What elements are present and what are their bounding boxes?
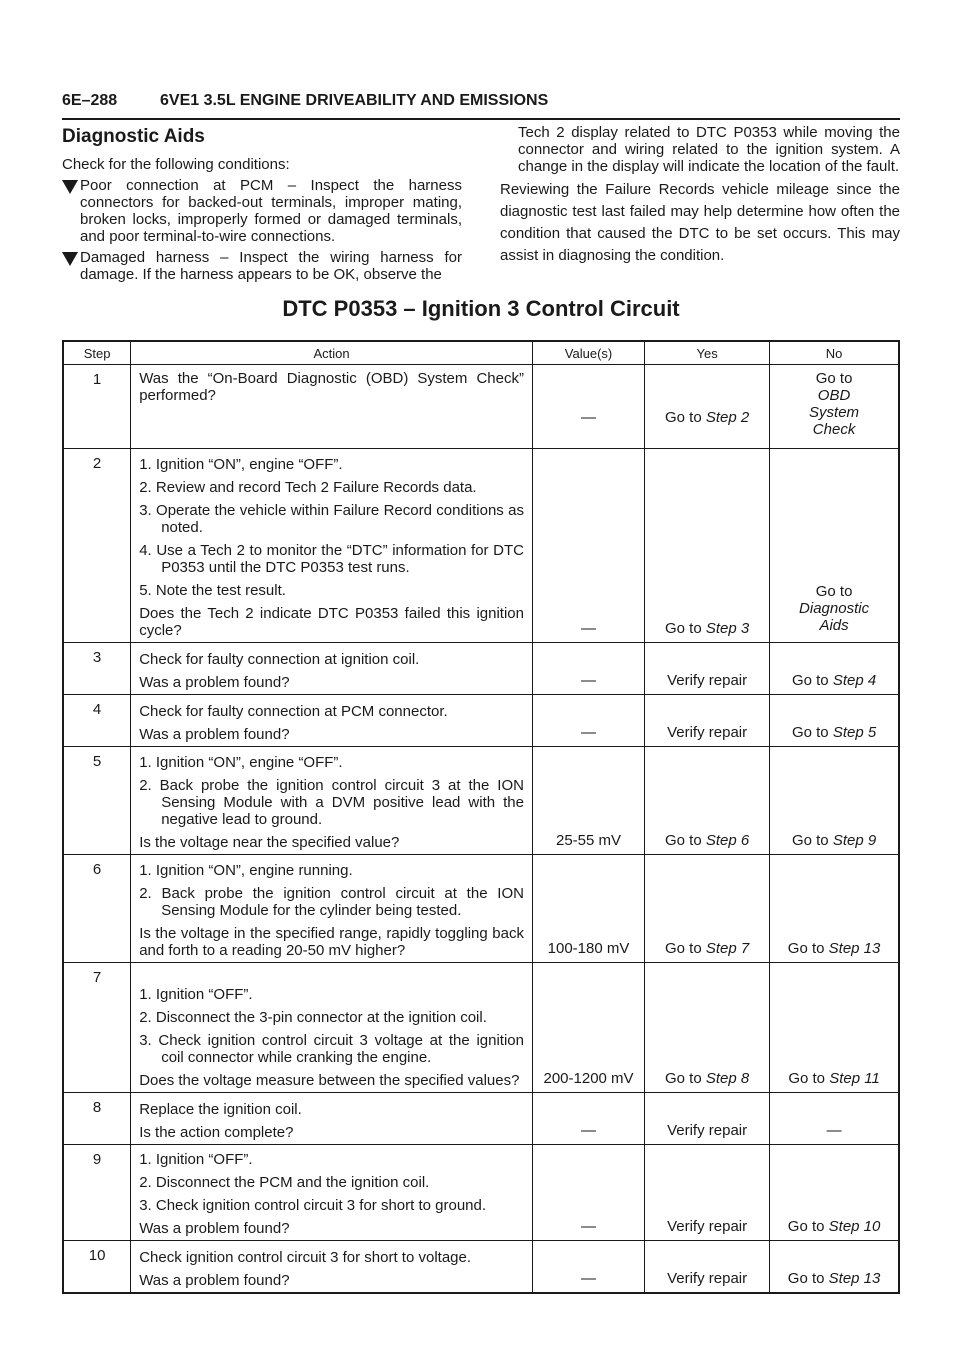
value-cell: — — [532, 449, 644, 643]
value-cell: — — [532, 1241, 644, 1293]
yes-step-link[interactable]: Step 8 — [705, 1070, 750, 1087]
action-question: Does the voltage measure between the specified values? — [139, 1072, 520, 1089]
triangle-bullet-icon — [62, 252, 78, 266]
no-step-link[interactable]: Step 5 — [832, 724, 877, 741]
action-substep: 1. Ignition “ON”, engine “OFF”. — [139, 456, 343, 473]
page-number: 6E–288 — [62, 92, 118, 109]
column-header-yes: Yes — [645, 341, 770, 365]
bullet-text: Poor connection at PCM – Inspect the harness connectors for backed-out terminals, improper mating, broken locks, improperly formed or damaged terminals, and poor terminal-to-wire connections. — [80, 177, 462, 245]
diagnostic-aids-intro: Check for the following conditions: — [62, 156, 290, 173]
table-row — [63, 1093, 899, 1145]
no-prefix: Go to — [815, 370, 853, 387]
table-title: DTC P0353 – Ignition 3 Control Circuit — [282, 296, 680, 321]
no-cell — [770, 855, 899, 963]
value-cell: 100-180 mV — [532, 855, 644, 963]
failure-records-paragraph: Reviewing the Failure Records vehicle mileage since the diagnostic test last failed may help determine how often the condition that caused the DTC to be set occurs. This may assist in diagnosing the condition. — [500, 181, 900, 264]
table-row — [63, 963, 899, 1093]
action-text: Check ignition control circuit 3 for short to voltage. — [139, 1248, 472, 1266]
no-cell — [770, 747, 899, 855]
bullet-item — [62, 249, 462, 283]
action-substep: 3. Check ignition control circuit 3 for short to ground. — [139, 1197, 487, 1214]
no-link[interactable]: Diagnostic Aids — [799, 600, 870, 634]
yes-cell: Verify repair — [645, 1145, 770, 1241]
column-header-no: No — [770, 341, 899, 365]
no-step-link[interactable]: Step 10 — [828, 1218, 881, 1235]
action-substep: 2. Back probe the ignition control circuit 3 at the ION Sensing Module with a DVM positive lead with the negative lead to ground. — [139, 777, 524, 828]
action-question: Does the Tech 2 indicate DTC P0353 failed this ignition cycle? — [139, 605, 524, 639]
no-prefix: Go to — [787, 940, 829, 957]
action-cell — [131, 855, 533, 963]
column-header-action: Action — [131, 341, 533, 365]
step-number: 1 — [63, 365, 131, 449]
value-cell: — — [532, 365, 644, 449]
yes-cell — [645, 855, 770, 963]
action-substep: 2. Back probe the ignition control circuit at the ION Sensing Module for the cylinder being tested. — [139, 885, 524, 919]
table-header-row — [63, 341, 899, 365]
no-step-link[interactable]: Step 13 — [828, 1269, 881, 1287]
page-header — [62, 92, 900, 120]
column-header-step: Step — [63, 341, 131, 365]
no-cell — [770, 1241, 899, 1293]
action-cell — [131, 643, 533, 695]
action-substep: 2. Disconnect the 3-pin connector at the ignition coil. — [139, 1009, 487, 1026]
no-step-link[interactable]: Step 11 — [829, 1070, 880, 1087]
action-text: Check for faulty connection at PCM connector. — [139, 703, 448, 720]
yes-step-link[interactable]: Step 3 — [705, 620, 750, 637]
action-question: Is the voltage near the specified value? — [139, 834, 400, 851]
action-question: Was a problem found? — [139, 1271, 290, 1289]
section-title: 6VE1 3.5L ENGINE DRIVEABILITY AND EMISSIONS — [160, 92, 549, 109]
column-header-value: Value(s) — [532, 341, 644, 365]
no-prefix: Go to — [787, 1269, 829, 1287]
step-number: 7 — [63, 963, 131, 1093]
action-substep: 3. Check ignition control circuit 3 voltage at the ignition coil connector while cranking the engine. — [139, 1032, 524, 1066]
no-cell — [770, 1145, 899, 1241]
no-step-link[interactable]: Step 13 — [828, 940, 881, 957]
value-cell: — — [532, 643, 644, 695]
value-cell: 25-55 mV — [532, 747, 644, 855]
table-row — [63, 643, 899, 695]
step-number: 4 — [63, 695, 131, 747]
dtc-table — [62, 340, 900, 1294]
action-substep: 2. Review and record Tech 2 Failure Records data. — [139, 479, 477, 496]
diagnostic-aids-right-column — [500, 124, 900, 267]
no-cell — [770, 449, 899, 643]
yes-cell: Verify repair — [645, 1241, 770, 1293]
diagnostic-aids-heading: Diagnostic Aids — [62, 126, 205, 147]
no-prefix: Go to — [787, 1218, 829, 1235]
action-question: Is the voltage in the specified range, rapidly toggling back and forth to a reading 20-50 mV higher? — [139, 925, 524, 959]
value-cell: — — [532, 695, 644, 747]
step-number: 6 — [63, 855, 131, 963]
yes-prefix: Go to — [664, 620, 706, 637]
yes-prefix: Go to — [664, 1070, 706, 1087]
yes-prefix: Go to — [664, 940, 706, 957]
yes-cell — [645, 747, 770, 855]
table-row — [63, 1241, 899, 1293]
action-cell — [131, 963, 533, 1093]
action-substep: 5. Note the test result. — [139, 582, 286, 599]
action-cell — [131, 1241, 533, 1293]
action-substep: 1. Ignition “ON”, engine “OFF”. — [139, 754, 343, 771]
no-cell — [770, 963, 899, 1093]
action-question: Was a problem found? — [139, 726, 290, 743]
no-step-link[interactable]: Step 4 — [832, 672, 877, 689]
yes-step-link[interactable]: Step 6 — [705, 832, 750, 849]
yes-step-link[interactable]: Step 2 — [705, 409, 750, 426]
step-number: 9 — [63, 1145, 131, 1241]
action-substep: 4. Use a Tech 2 to monitor the “DTC” information for DTC P0353 until the DTC P0353 test runs. — [139, 542, 524, 576]
value-cell: 200-1200 mV — [532, 963, 644, 1093]
yes-step-link[interactable]: Step 7 — [705, 940, 750, 957]
action-cell — [131, 365, 533, 449]
action-substep: 1. Ignition “OFF”. — [139, 1151, 253, 1168]
no-cell — [770, 643, 899, 695]
action-question: Is the action complete? — [139, 1124, 294, 1141]
table-row — [63, 449, 899, 643]
no-step-link[interactable]: Step 9 — [832, 832, 877, 849]
table-row — [63, 747, 899, 855]
step-number: 3 — [63, 643, 131, 695]
yes-cell — [645, 449, 770, 643]
yes-cell — [645, 963, 770, 1093]
action-substep: 3. Operate the vehicle within Failure Record conditions as noted. — [139, 502, 524, 536]
value-cell: — — [532, 1093, 644, 1145]
yes-cell: Verify repair — [645, 695, 770, 747]
diagnostic-aids-left-column — [62, 124, 462, 287]
bullet-text: Damaged harness – Inspect the wiring harness for damage. If the harness appears to be OK, observe the — [80, 249, 462, 283]
action-cell — [131, 747, 533, 855]
table-row — [63, 1145, 899, 1241]
yes-cell — [645, 365, 770, 449]
yes-cell: Verify repair — [645, 643, 770, 695]
step-number: 5 — [63, 747, 131, 855]
action-text: Replace the ignition coil. — [139, 1101, 302, 1118]
yes-prefix: Go to — [664, 832, 706, 849]
action-substep: 1. Ignition “ON”, engine running. — [139, 862, 353, 879]
bullet-item — [62, 177, 462, 245]
action-text: Check for faulty connection at ignition coil. — [139, 651, 420, 668]
table-row — [63, 695, 899, 747]
no-prefix: Go to — [791, 672, 833, 689]
triangle-bullet-icon — [62, 180, 78, 194]
step-number: 10 — [63, 1241, 131, 1293]
no-cell — [770, 695, 899, 747]
no-prefix: Go to — [791, 724, 833, 741]
action-cell — [131, 695, 533, 747]
action-question: Was a problem found? — [139, 1220, 290, 1237]
action-substep: 1. Ignition “OFF”. — [139, 986, 253, 1003]
action-cell — [131, 449, 533, 643]
no-prefix: Go to — [788, 1070, 830, 1087]
no-prefix: Go to — [791, 832, 833, 849]
yes-cell: Verify repair — [645, 1093, 770, 1145]
action-question: Was a problem found? — [139, 674, 290, 691]
step-number: 2 — [63, 449, 131, 643]
bullet-continuation: Tech 2 display related to DTC P0353 while moving the connector and wiring related to the ignition system. A change in the display will indicate the location of the fault. — [518, 124, 900, 175]
table-row — [63, 855, 899, 963]
action-cell — [131, 1093, 533, 1145]
no-cell — [770, 365, 899, 449]
table-row — [63, 365, 899, 449]
action-cell — [131, 1145, 533, 1241]
step-number: 8 — [63, 1093, 131, 1145]
yes-prefix: Go to — [664, 409, 706, 426]
no-link[interactable]: OBD System Check — [809, 387, 860, 438]
no-cell: — — [770, 1093, 899, 1145]
action-substep: 2. Disconnect the PCM and the ignition coil. — [139, 1174, 430, 1191]
action-text: Was the “On-Board Diagnostic (OBD) System Check” performed? — [139, 370, 524, 404]
no-prefix: Go to — [815, 583, 853, 600]
value-cell: — — [532, 1145, 644, 1241]
